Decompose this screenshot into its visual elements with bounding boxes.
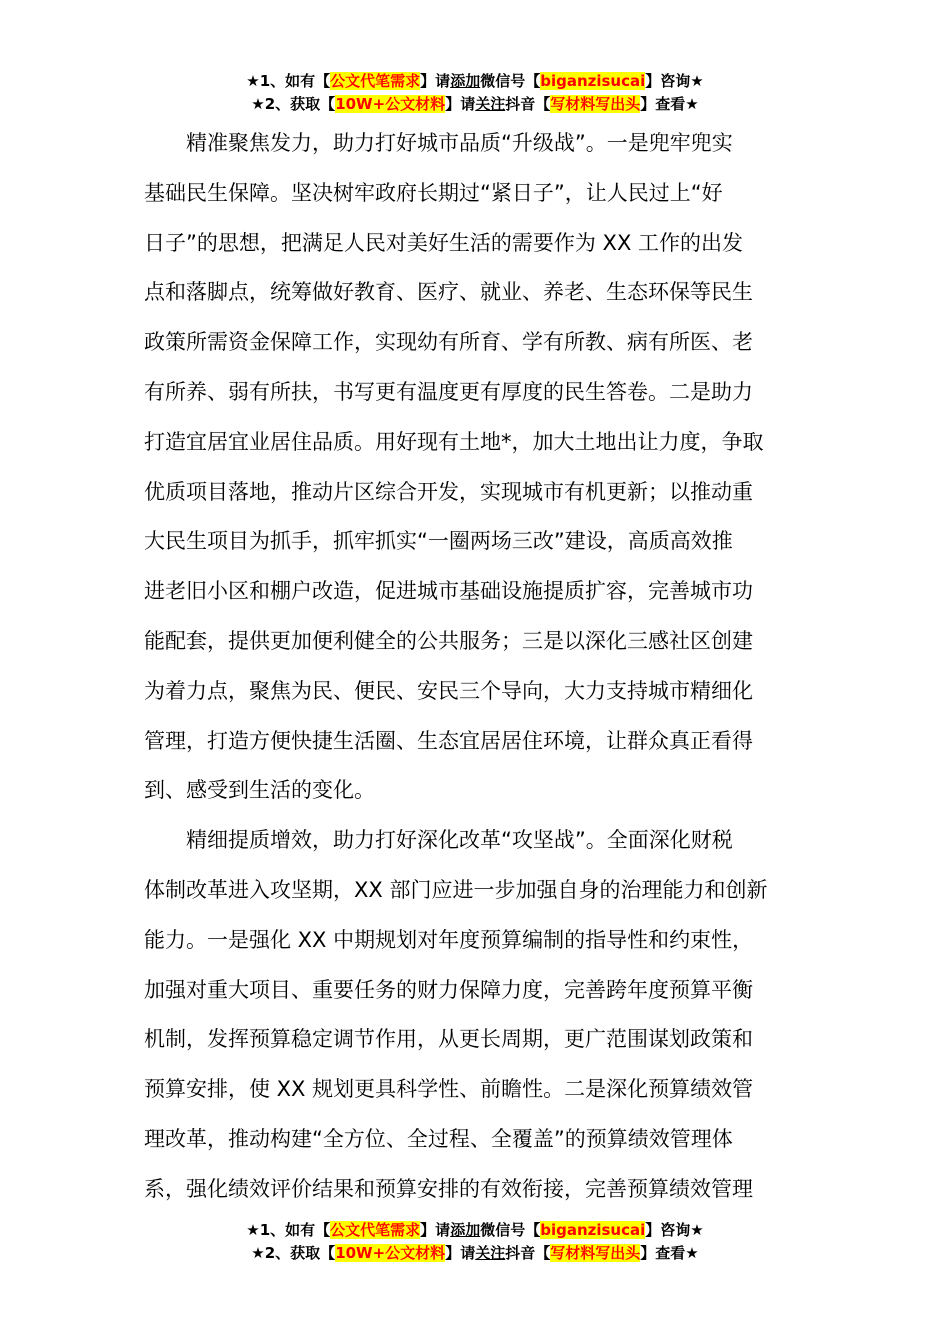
banner-text: 】咨询★ — [645, 72, 704, 90]
banner-highlight: 公文代笔需求 — [330, 1221, 421, 1239]
text-line: 理改革，推动构建“全方位、全过程、全覆盖”的预算绩效管理体 — [144, 1126, 733, 1151]
banner-text: 】请 — [445, 95, 476, 113]
banner-text: 】请 — [445, 1244, 476, 1262]
banner-highlight: biganzisucai — [540, 1221, 646, 1239]
text-line: 管理，打造方便快捷生活圈、生态宜居居住环境，让群众真正看得 — [144, 728, 753, 753]
banner-text: ★1、如有【 — [246, 72, 331, 90]
document-body — [144, 119, 806, 1215]
banner-underline: 添加 — [450, 72, 481, 90]
text-line: 基础民生保障。坚决树牢政府长期过“紧日子”，让人民过上“好 — [144, 180, 723, 205]
text-line: 能配套，提供更加便利健全的公共服务；三是以深化三感社区创建 — [144, 628, 753, 653]
text-line: 到、感受到生活的变化。 — [144, 778, 375, 803]
text-line: 系，强化绩效评价结果和预算安排的有效衔接，完善预算绩效管理 — [144, 1176, 753, 1201]
banner-text: 】查看★ — [640, 95, 699, 113]
text-line: 日子”的思想，把满足人民对美好生活的需要作为 XX 工作的出发 — [144, 230, 744, 255]
text-line: 体制改革进入攻坚期，XX 部门应进一步加强自身的治理能力和创新 — [144, 877, 768, 902]
text-line: 精准聚焦发力，助力打好城市品质“升级战”。一是兜牢兜实 — [144, 131, 733, 155]
banner-line-1 — [0, 1219, 950, 1242]
banner-text: ★2、获取【 — [251, 1244, 336, 1262]
text-line: 为着力点，聚焦为民、便民、安民三个导向，大力支持城市精细化 — [144, 678, 753, 703]
banner-text: 微信号【 — [480, 72, 541, 90]
banner-underline: 添加 — [450, 1221, 481, 1239]
banner-text: ★2、获取【 — [251, 95, 336, 113]
banner-highlight: 10W+公文材料 — [335, 95, 446, 113]
text-line: 加强对重大项目、重要任务的财力保障力度，完善跨年度预算平衡 — [144, 977, 753, 1002]
banner-highlight: 写材料写出头 — [550, 95, 641, 113]
text-line: 政策所需资金保障工作，实现幼有所育、学有所教、病有所医、老 — [144, 330, 753, 355]
banner-text: ★1、如有【 — [246, 1221, 331, 1239]
banner-text: 抖音【 — [505, 95, 551, 113]
paragraph — [144, 816, 806, 1214]
banner-text: 】请 — [420, 72, 451, 90]
banner-text: 】请 — [420, 1221, 451, 1239]
text-line: 点和落脚点，统筹做好教育、医疗、就业、养老、生态环保等民生 — [144, 280, 753, 305]
banner-highlight: 公文代笔需求 — [330, 72, 421, 90]
banner-underline: 关注 — [475, 1244, 506, 1262]
text-line: 优质项目落地，推动片区综合开发，实现城市有机更新；以推动重 — [144, 479, 753, 504]
text-line: 精细提质增效，助力打好深化改革“攻坚战”。全面深化财税 — [144, 828, 733, 853]
banner-highlight: 10W+公文材料 — [335, 1244, 446, 1262]
banner-text: 】查看★ — [640, 1244, 699, 1262]
banner-line-2 — [0, 93, 950, 116]
text-line: 大民生项目为抓手，抓牢抓实“一圈两场三改”建设，高质高效推 — [144, 529, 733, 554]
banner-text: 抖音【 — [505, 1244, 551, 1262]
banner-highlight: biganzisucai — [540, 72, 646, 90]
banner-text: 】咨询★ — [645, 1221, 704, 1239]
paragraph — [144, 119, 806, 816]
banner-line-1 — [0, 70, 950, 93]
banner-underline: 关注 — [475, 95, 506, 113]
text-line: 机制，发挥预算稳定调节作用，从更长周期，更广范围谋划政策和 — [144, 1027, 753, 1052]
header-banner — [0, 70, 950, 116]
text-line: 能力。一是强化 XX 中期规划对年度预算编制的指导性和约束性， — [144, 927, 754, 952]
banner-text: 微信号【 — [480, 1221, 541, 1239]
text-line: 进老旧小区和棚户改造，促进城市基础设施提质扩容，完善城市功 — [144, 579, 753, 604]
text-line: 打造宜居宜业居住品质。用好现有土地*，加大土地出让力度，争取 — [144, 429, 764, 454]
text-line: 有所养、弱有所扶，书写更有温度更有厚度的民生答卷。二是助力 — [144, 379, 753, 404]
banner-line-2 — [0, 1242, 950, 1265]
banner-highlight: 写材料写出头 — [550, 1244, 641, 1262]
footer-banner — [0, 1219, 950, 1265]
text-line: 预算安排，使 XX 规划更具科学性、前瞻性。二是深化预算绩效管 — [144, 1077, 754, 1102]
